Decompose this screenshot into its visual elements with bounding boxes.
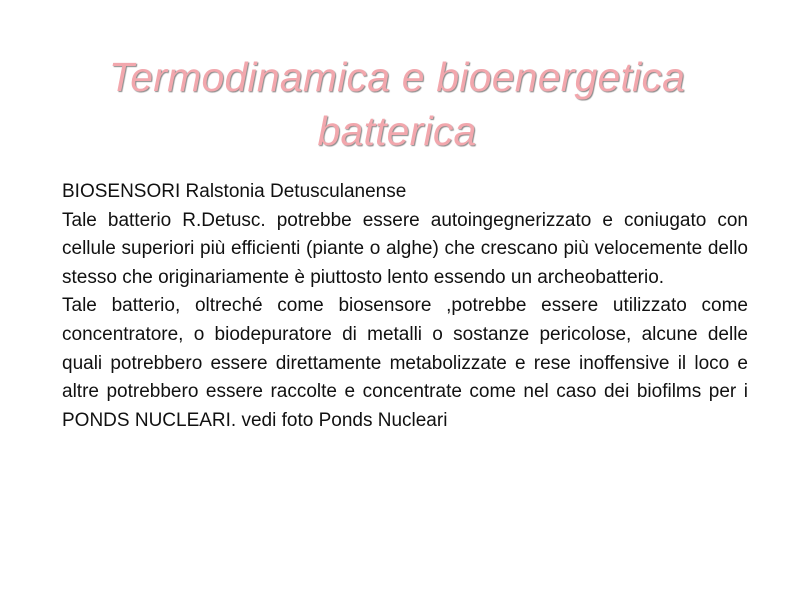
paragraph-2: Tale batterio, oltreché come biosensore ,potrebbe essere utilizzato come concentratore, o biodepuratore di metalli o sostanze pericolose, alcune delle quali potrebbero essere direttamente metabolizzate e rese inoffensive il loco e altre potrebbero essere raccolte e concentrate come nel caso dei biofilms per i PONDS NUCLEARI. vedi foto Ponds Nucleari: [62, 295, 748, 431]
slide-title: Termodinamica e bioenergetica batterica: [108, 54, 686, 154]
slide-body: [62, 178, 748, 435]
heading-line: BIOSENSORI Ralstonia Detusculanense: [62, 181, 407, 202]
paragraph-1: Tale batterio R.Detusc. potrebbe essere autoingegnerizzato e coniugato con cellule superiori più efficienti (piante o alghe) che crescano più velocemente dello stesso che originariamente è piuttosto lento essendo un archeobatterio.: [62, 209, 748, 288]
